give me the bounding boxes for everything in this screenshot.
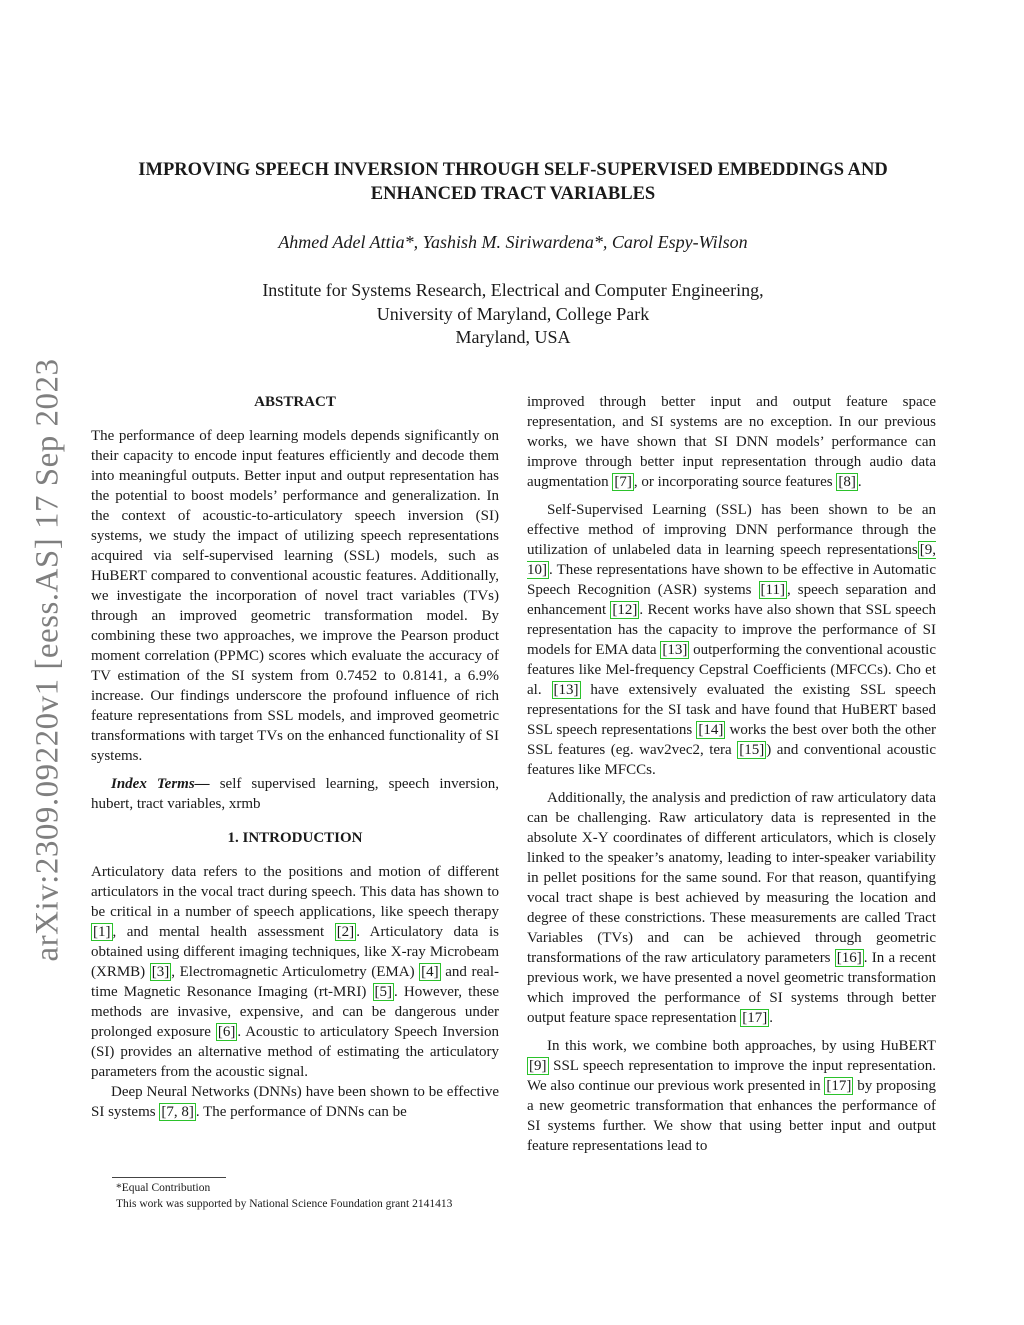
citation-link[interactable]: [1]: [93, 924, 111, 940]
left-column: [91, 392, 499, 1122]
introduction-heading: 1. INTRODUCTION: [227, 830, 363, 846]
affiliation-line-2: University of Maryland, College Park: [376, 303, 650, 324]
citation-link[interactable]: [16]: [836, 950, 862, 966]
footnotes: [116, 1180, 452, 1212]
intro-paragraph-2: Deep Neural Networks (DNNs) have been shown to be effective SI systems [7, 8] . The performance of DNNs can be: [91, 1084, 499, 1120]
contribution-paragraph: In this work, we combine both approaches, by using HuBERT [9] SSL speech representation to improve the input representation. We also continue our previous work presented in [17] by proposing a new geometric transformation that enhances the performance of SI systems further. We show that using better input and output feature representations lead to: [527, 1038, 936, 1154]
citation-link[interactable]: [7, 8]: [161, 1104, 194, 1120]
abstract-heading: ABSTRACT: [254, 394, 336, 410]
title-line-2: ENHANCED TRACT VARIABLES: [370, 184, 656, 204]
citation-link[interactable]: [15]: [739, 742, 765, 758]
affiliation-line-1: Institute for Systems Research, Electrical and Computer Engineering,: [262, 280, 764, 300]
affiliation: [90, 279, 936, 350]
citation-link[interactable]: [8]: [838, 474, 856, 490]
citation-link[interactable]: [5]: [374, 984, 392, 1000]
index-terms-text: self supervised learning, speech inversion, hubert, tract variables, xrmb: [91, 776, 499, 812]
citation-link[interactable]: [17]: [826, 1078, 852, 1094]
footnote-funding: This work was supported by National Science Foundation grant 2141413: [116, 1198, 453, 1210]
citation-link[interactable]: [11]: [760, 582, 785, 598]
affiliation-line-3: Maryland, USA: [455, 327, 571, 347]
citation-link[interactable]: [13]: [553, 682, 579, 698]
intro-paragraph-1: Articulatory data refers to the positions and motion of different articulators in the vocal tract during speech. This data has shown to be critical in a number of speech applications, like speech therapy [1] , and mental health assessment [2] . Articulatory data is obtained using different imaging techniques, like X-ray Microbeam (XRMB) [3] , Electromagnetic Articulometry (EMA) [4] and real-time Magnetic Resonance Imaging (rt-MRI) [5] . However, these methods are invasive, expensive, and can be dangerous under prolonged exposure [6] . Acoustic to articulatory Speech Inversion (SI) provides an alternative method of estimating the articulatory parameters from the acoustic signal.: [91, 864, 500, 1080]
ssl-paragraph: Self-Supervised Learning (SSL) has been shown to be an effective method of improving DNN performance through the utilization of unlabeled data in learning speech representations [9, 10] . These representations have shown to be effective in Automatic Speech Recognition (ASR) systems [11] , speech separation and enhancement [12] . Recent works have also shown that SSL speech representation has the capacity to improve the performance of SI models for EMA data [13] outperforming the conventional acoustic features like Mel-frequency Cepstral Coefficients (MFCCs). Cho et al. [13] have extensively evaluated the existing SSL speech representations for the SI task and have found that HuBERT based SSL speech representations [14] works the best over both the other SSL features (eg. wav2vec2, tera [15] ) and conventional acoustic features like MFCCs.: [527, 502, 937, 778]
citation-link[interactable]: [4]: [421, 964, 439, 980]
right-paragraph-1: improved through better input and output feature space representation, and SI systems are no exception. In our previous works, we have shown that SI DNN models’ performance can improve through better input representation through audio data augmentation [7] , or incorporating source features [8] .: [527, 394, 936, 490]
citation-link[interactable]: [3]: [151, 964, 170, 980]
title-line-1: IMPROVING SPEECH INVERSION THROUGH SELF-SUPERVISED EMBEDDINGS AND: [138, 160, 888, 180]
tract-variables-paragraph: Additionally, the analysis and prediction of raw articulatory data can be challenging. Raw articulatory data is represented in the absolute X-Y coordinates of different articulators, which is closely linked to the speaker’s anatomy, leading to inter-speaker variability in pellet positions for the same sound. For that reason, quantifying vocal tract shape is best achieved by measuring the location and degree of these constrictions. These measurements are called Tract Variables (TVs) and can be achieved through geometric transformations of the raw articulatory parameters [16] . In a recent previous work, we have presented a novel geometric transformation which improved the performance of SI systems through better output feature space representation [17] .: [527, 790, 936, 1026]
citation-link[interactable]: [13]: [662, 642, 688, 658]
citation-link[interactable]: [17]: [742, 1010, 768, 1026]
arxiv-identifier: arXiv:2309.09220v1 [eess.AS] 17 Sep 2023: [29, 358, 66, 962]
index-terms-label: Index Terms—: [111, 776, 210, 792]
citation-link[interactable]: [2]: [336, 924, 355, 940]
paper-title: [90, 158, 936, 206]
citation-link[interactable]: [12]: [612, 602, 638, 618]
abstract-text: The performance of deep learning models depends significantly on their capacity to encode input features efficiently and decode them into meaningful outputs. Better input and output representation has the potential to boost models’ performance and generalization. In the context of acoustic-to-articulatory speech inversion (SI) systems, we study the impact of utilizing speech representations acquired via self-supervised learning (SSL) models, such as HuBERT compared to conventional acoustic features. Additionally, we investigate the incorporation of novel tract variables (TVs) through an improved geometric transformation model. By combining these two approaches, we improve the Pearson product moment correlation (PPMC) scores which evaluate the accuracy of TV estimation of the SI system from 0.7452 to 0.8141, a 6.9% increase. Our findings underscore the profound influence of rich feature representations from SSL models, and improved geometric transformations with target TVs on the enhanced functionality of SI systems.: [91, 428, 499, 764]
citation-link[interactable]: [9]: [529, 1058, 547, 1074]
citation-link[interactable]: [6]: [217, 1024, 236, 1040]
citation-link[interactable]: [14]: [698, 722, 724, 738]
right-column: [527, 392, 936, 1156]
author-list: Ahmed Adel Attia*, Yashish M. Siriwardena*, Carol Espy-Wilson: [278, 232, 748, 252]
footnote-divider: [112, 1177, 226, 1178]
citation-link[interactable]: [9, 10]: [527, 542, 936, 578]
index-terms: [91, 774, 499, 814]
citation-link[interactable]: [7]: [614, 474, 632, 490]
footnote-equal-contribution: *Equal Contribution: [116, 1182, 211, 1194]
